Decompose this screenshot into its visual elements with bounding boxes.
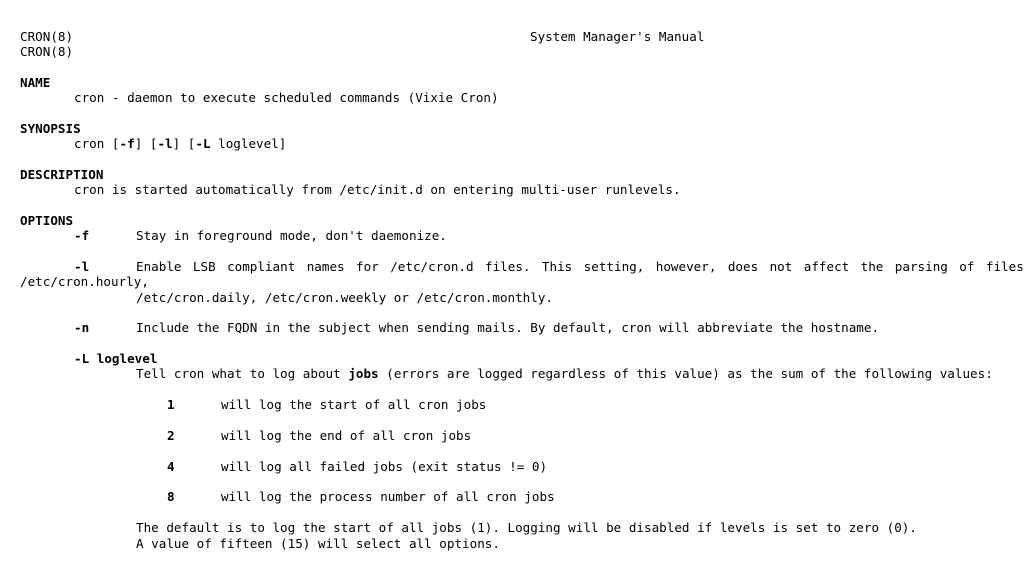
- level-text: will log the process number of all cron jobs: [221, 489, 555, 504]
- synopsis-flag-f: -f: [119, 136, 135, 151]
- synopsis-command: cron: [74, 136, 105, 151]
- header-center-title: System Manager's Manual: [530, 29, 705, 44]
- section-heading-options: OPTIONS: [20, 213, 74, 228]
- option-l-word: affect: [803, 259, 850, 274]
- option-L-footer-1: The default is to log the start of all jobs (1). Logging will be disabled if levels is set to zero (0).: [136, 520, 917, 535]
- option-l-word: however,: [655, 259, 717, 274]
- level-text: will log all failed jobs (exit status != 0): [221, 459, 548, 474]
- option-flag-L: -L loglevel: [74, 351, 158, 366]
- option-l-word: files.: [485, 259, 531, 274]
- section-heading-description: DESCRIPTION: [20, 167, 104, 182]
- description-text: cron is started automatically from /etc/init.d on entering multi-user runlevels.: [74, 182, 681, 197]
- option-l-word: parsing: [894, 259, 948, 274]
- synopsis-flag-l: -l: [157, 136, 173, 151]
- option-L-desc-pre: Tell cron what to log about: [136, 366, 349, 381]
- section-heading-synopsis: SYNOPSIS: [20, 121, 81, 136]
- option-l-word: This: [541, 259, 573, 274]
- option-f-desc: Stay in foreground mode, don't daemonize.: [136, 228, 447, 243]
- option-l-wrap: /etc/cron.hourly,: [20, 274, 149, 289]
- synopsis-punct: [: [104, 136, 120, 151]
- level-text: will log the end of all cron jobs: [221, 428, 472, 443]
- option-L-desc-post: (errors are logged regardless of this value) as the sum of the following values:: [378, 366, 993, 381]
- synopsis-punct: ] [: [172, 136, 196, 151]
- level-value: 4: [167, 459, 175, 474]
- level-value: 2: [167, 428, 175, 443]
- synopsis-punct: loglevel]: [210, 136, 287, 151]
- option-l-word: setting,: [583, 259, 645, 274]
- option-l-desc-justified: [136, 259, 1024, 274]
- option-l-word: Enable: [136, 259, 182, 274]
- header-right-title: CRON(8): [20, 44, 74, 59]
- option-l-word: not: [769, 259, 793, 274]
- option-l-word: of: [959, 259, 975, 274]
- option-L-footer-2: A value of fifteen (15) will select all options.: [136, 536, 500, 551]
- option-n-desc: Include the FQDN in the subject when sending mails. By default, cron will abbreviate the hostname.: [136, 320, 880, 335]
- synopsis-line: [74, 136, 286, 151]
- option-L-desc-bold: jobs: [348, 366, 379, 381]
- option-l-word: /etc/cron.d: [390, 259, 474, 274]
- option-L-desc: [136, 366, 993, 381]
- header-left-title: CRON(8): [20, 29, 74, 44]
- option-l-word: does: [727, 259, 759, 274]
- synopsis-flag-L: -L: [195, 136, 211, 151]
- synopsis-punct: ] [: [134, 136, 158, 151]
- option-l-desc2: /etc/cron.daily, /etc/cron.weekly or /etc/cron.monthly.: [136, 290, 554, 305]
- option-l-word: for: [356, 259, 379, 274]
- name-text: cron - daemon to execute scheduled commands (Vixie Cron): [74, 90, 499, 105]
- option-l-word: files: [985, 259, 1024, 274]
- option-flag-f: -f: [74, 228, 90, 243]
- section-heading-name: NAME: [20, 75, 51, 90]
- option-flag-l: -l: [74, 259, 90, 274]
- level-value: 1: [167, 397, 175, 412]
- option-flag-n: -n: [74, 320, 90, 335]
- option-l-word: names: [306, 259, 345, 274]
- option-l-word: LSB: [192, 259, 216, 274]
- level-value: 8: [167, 489, 175, 504]
- option-l-word: compliant: [227, 259, 296, 274]
- option-l-word: the: [860, 259, 884, 274]
- level-text: will log the start of all cron jobs: [221, 397, 487, 412]
